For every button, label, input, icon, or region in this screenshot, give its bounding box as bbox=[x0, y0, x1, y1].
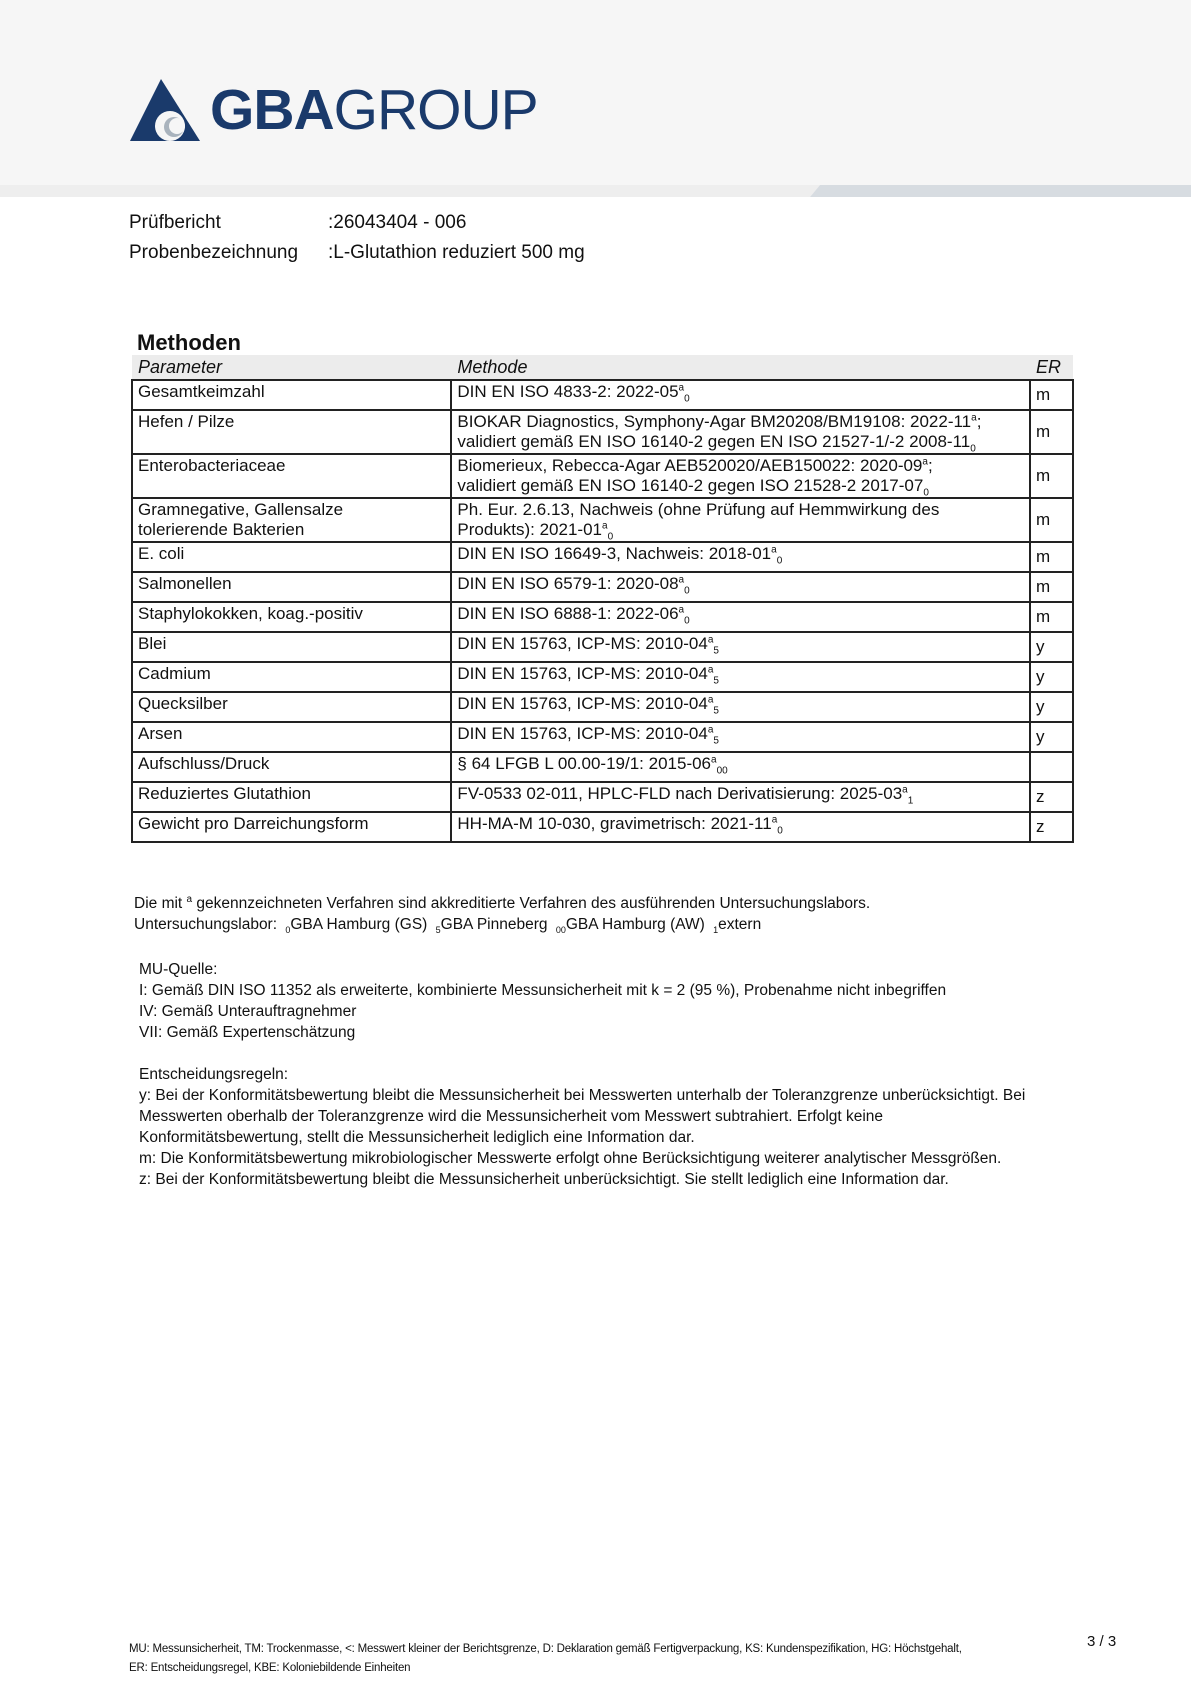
mu-line: I: Gemäß DIN ISO 11352 als erweiterte, kombinierte Messunsicherheit mit k = 2 (95 %), Probenahme nicht inbegriffen bbox=[139, 982, 947, 999]
method-cell: DIN EN 15763, ICP-MS: $2010-04^a_5$ bbox=[451, 722, 1030, 752]
er-cell: z bbox=[1030, 812, 1073, 842]
header-parameter: Parameter bbox=[132, 355, 451, 380]
er-cell: y bbox=[1030, 692, 1073, 722]
parameter-cell: Blei bbox=[132, 632, 451, 662]
rules-line: y: Bei der Konformitätsbewertung bleibt die Messunsicherheit bei Messwerten unterhalb der Toleranzgrenze unberücksichtigt. Bei bbox=[139, 1087, 1026, 1104]
table-row bbox=[132, 752, 1073, 782]
sample-value: :L-Glutathion reduziert 500 mg bbox=[328, 242, 585, 263]
parameter-cell: Gramnegative, Gallensalze tolerierende Bakterien bbox=[132, 498, 451, 542]
method-cell: DIN EN ISO 6579-1: $2020-08^a_0$ bbox=[451, 572, 1030, 602]
logo-bold: GBA bbox=[210, 78, 334, 142]
report-meta bbox=[129, 208, 585, 268]
method-cell: § 64 LFGB L 00.00-19/1: $2015-06^a_{00}$ bbox=[451, 752, 1030, 782]
er-cell: y bbox=[1030, 722, 1073, 752]
parameter-cell: Staphylokokken, koag.-positiv bbox=[132, 602, 451, 632]
decision-rules bbox=[139, 1064, 1079, 1190]
table-row bbox=[132, 722, 1073, 752]
mu-line: IV: Gemäß Unterauftragnehmer bbox=[139, 1003, 357, 1020]
rules-line: Messwerten oberhalb der Toleranzgrenze wird die Messunsicherheit vom Messwert subtrahiert. Erfolgt keine bbox=[139, 1108, 884, 1125]
accreditation-line: Die mit $^a$ gekennzeichneten Verfahren sind akkreditierte Verfahren des ausführenden Untersuchungslabors. bbox=[134, 893, 871, 912]
parameter-cell: Arsen bbox=[132, 722, 451, 752]
table-row bbox=[132, 812, 1073, 842]
footer-abbreviations bbox=[129, 1640, 1009, 1678]
accreditation-note bbox=[134, 893, 1074, 935]
er-cell: z bbox=[1030, 782, 1073, 812]
table-row bbox=[132, 662, 1073, 692]
parameter-cell: Aufschluss/Druck bbox=[132, 752, 451, 782]
parameter-cell: Hefen / Pilze bbox=[132, 410, 451, 454]
er-cell: m bbox=[1030, 498, 1073, 542]
method-cell: Ph. Eur. 2.6.13, Nachweis (ohne Prüfung auf Hemmwirkung des Produkts): $2021-01^a_0$ bbox=[451, 498, 1030, 542]
method-cell: BIOKAR Diagnostics, Symphony-Agar BM20208/BM19108: 2022-11$^a$; validiert gemäß EN ISO 16140-2 gegen EN ISO 21527-1/-2 $2008-11_0$ bbox=[451, 410, 1030, 454]
er-cell: m bbox=[1030, 602, 1073, 632]
logo-wordmark bbox=[210, 80, 538, 140]
table-row bbox=[132, 454, 1073, 498]
lab-line: Untersuchungslabor: $_0$GBA Hamburg (GS) $_5$GBA Pinneberg $_{00}$GBA Hamburg (AW) $_1$extern bbox=[134, 916, 762, 936]
parameter-cell: Enterobacteriaceae bbox=[132, 454, 451, 498]
lab-entry: $_1$extern bbox=[713, 916, 762, 936]
method-cell: Biomerieux, Rebecca-Agar AEB520020/AEB150022: 2020-09$^a$; validiert gemäß EN ISO 16140-2 gegen ISO 21528-2 $2017-07_0$ bbox=[451, 454, 1030, 498]
methods-title: Methoden bbox=[137, 330, 241, 355]
parameter-cell: Gesamtkeimzahl bbox=[132, 380, 451, 410]
methods-table bbox=[131, 355, 1074, 843]
lab-entry: $_5$GBA Pinneberg bbox=[435, 916, 552, 936]
header-er: ER bbox=[1030, 355, 1073, 380]
triangle-logo-icon bbox=[130, 79, 200, 141]
report-value: :26043404 - 006 bbox=[328, 212, 467, 233]
parameter-cell: Quecksilber bbox=[132, 692, 451, 722]
parameter-cell: Gewicht pro Darreichungsform bbox=[132, 812, 451, 842]
method-cell: DIN EN ISO 16649-3, Nachweis: $2018-01^a_0$ bbox=[451, 542, 1030, 572]
header-method: Methode bbox=[451, 355, 1030, 380]
rules-title: Entscheidungsregeln: bbox=[139, 1066, 289, 1083]
method-cell: DIN EN 15763, ICP-MS: $2010-04^a_5$ bbox=[451, 692, 1030, 722]
er-cell: m bbox=[1030, 380, 1073, 410]
logo-light: GROUP bbox=[333, 78, 538, 142]
er-cell bbox=[1030, 752, 1073, 782]
er-cell: m bbox=[1030, 542, 1073, 572]
table-row bbox=[132, 692, 1073, 722]
er-cell: y bbox=[1030, 662, 1073, 692]
sample-label: Probenbezeichnung bbox=[129, 242, 299, 263]
method-cell: DIN EN 15763, ICP-MS: $2010-04^a_5$ bbox=[451, 632, 1030, 662]
mu-title: MU-Quelle: bbox=[139, 961, 218, 978]
footer-line: ER: Entscheidungsregel, KBE: Koloniebildende Einheiten bbox=[129, 1662, 411, 1674]
method-cell: HH-MA-M 10-030, gravimetrisch: $2021-11^a_0$ bbox=[451, 812, 1030, 842]
header-divider bbox=[0, 185, 1191, 197]
footer-line: MU: Messunsicherheit, TM: Trockenmasse, <: Messwert kleiner der Berichtsgrenze, D: Deklaration gemäß Fertigverpackung, KS: Kundenspezifikation, HG: Höchstgehalt, bbox=[129, 1643, 962, 1655]
er-cell: m bbox=[1030, 454, 1073, 498]
mu-source bbox=[139, 959, 1079, 1043]
rules-line: m: Die Konformitätsbewertung mikrobiologischer Messwerte erfolgt ohne Berücksichtigung weiterer analytischer Messgrößen. bbox=[139, 1150, 1002, 1167]
rules-line: z: Bei der Konformitätsbewertung bleibt die Messunsicherheit unberücksichtigt. Sie stellt lediglich eine Information dar. bbox=[139, 1171, 949, 1188]
table-row bbox=[132, 498, 1073, 542]
er-cell: y bbox=[1030, 632, 1073, 662]
table-row bbox=[132, 542, 1073, 572]
table-row bbox=[132, 572, 1073, 602]
lab-entry: $_0$GBA Hamburg (GS) bbox=[285, 916, 432, 936]
rules-line: Konformitätsbewertung, stellt die Messunsicherheit lediglich eine Information dar. bbox=[139, 1129, 695, 1146]
method-cell: FV-0533 02-011, HPLC-FLD nach Derivatisierung: $2025-03^a_1$ bbox=[451, 782, 1030, 812]
parameter-cell: E. coli bbox=[132, 542, 451, 572]
method-cell: DIN EN 15763, ICP-MS: $2010-04^a_5$ bbox=[451, 662, 1030, 692]
lab-entry: $_{00}$GBA Hamburg (AW) bbox=[555, 916, 710, 936]
table-row bbox=[132, 602, 1073, 632]
mu-line: VII: Gemäß Expertenschätzung bbox=[139, 1024, 356, 1041]
table-header-row bbox=[132, 355, 1073, 380]
page-number: 3 / 3 bbox=[1087, 1633, 1117, 1650]
er-cell: m bbox=[1030, 572, 1073, 602]
parameter-cell: Cadmium bbox=[132, 662, 451, 692]
method-cell: DIN EN ISO 6888-1: $2022-06^a_0$ bbox=[451, 602, 1030, 632]
table-row bbox=[132, 410, 1073, 454]
gba-group-logo bbox=[130, 75, 538, 145]
parameter-cell: Reduziertes Glutathion bbox=[132, 782, 451, 812]
table-row bbox=[132, 782, 1073, 812]
method-cell: DIN EN ISO 4833-2: $2022-05^a_0$ bbox=[451, 380, 1030, 410]
sample-row bbox=[129, 238, 585, 268]
table-row bbox=[132, 380, 1073, 410]
parameter-cell: Salmonellen bbox=[132, 572, 451, 602]
report-label: Prüfbericht bbox=[129, 212, 221, 233]
report-row bbox=[129, 208, 585, 238]
er-cell: m bbox=[1030, 410, 1073, 454]
table-row bbox=[132, 632, 1073, 662]
